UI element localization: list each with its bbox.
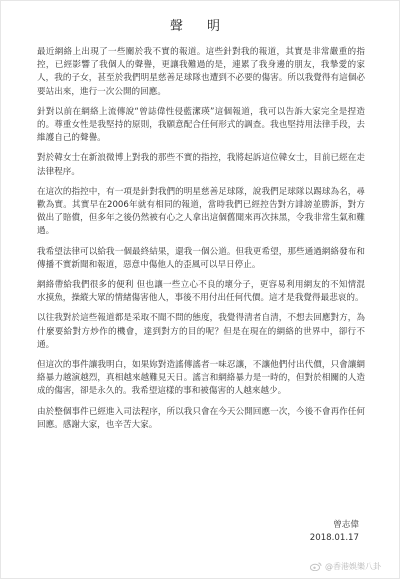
paragraph: 針對以前在網絡上流傳說“曾誌偉性侵藍潔瑛”這個報道，我可以告訴大家完全是捏造的。尊重女性是我堅持的原則，我願意配合任何形式的調查。我也堅持用法律手段，去維護自己的聲譽。: [37, 106, 365, 144]
signature-block: [310, 519, 359, 545]
paragraph: 但這次的事件讓我明白，如果妳對造謠傳謠者一味忍讓，不讓他們付出代價，只會讓網絡暴力越演越烈，真相越來越難見天日。謠言和網絡暴力是一時的，但對於相關的人造成的傷害，卻是永久的。我希望這樣的事和被傷害的人越來越少。: [37, 360, 365, 397]
weibo-icon: [310, 562, 322, 571]
paragraph: 網絡帶給我們很多的便利 但也讓一些立心不良的壞分子，更容易利用網友的不知情混水摸魚，操縱大眾的情緒傷害他人，事後不用付出任何代價。這才是我覺得最悲哀的。: [37, 280, 365, 304]
paragraph: 以往我對於這些報道都是采取不聞不問的態度，我覺得清者自清，不想去回應對方，為什麼要給對方炒作的機會，達到對方的目的呢？但是在現在的網絡的世界中，卻行不通。: [37, 313, 365, 350]
statement-body: [37, 46, 365, 439]
paragraph: 對於韓女士在新浪微博上對我的那些不實的指控，我將起訴這位韓女士，目前已經在走法律程序。: [37, 153, 365, 177]
signature-date: 2018.01.17: [309, 533, 359, 543]
watermark-text: @香港娛樂八卦: [325, 562, 381, 571]
paragraph: 我希望法律可以給我一個最終結果，還我一個公道。但我更希望，那些通過網絡發布和傳播不實新聞和報道，惡意中傷他人的歪風可以早日停止。: [37, 246, 365, 270]
paragraph: 由於整個事件已經進入司法程序，所以我只會在今天公開回應一次，今後不會再作任何回應。感謝大家，也辛苦大家。: [37, 406, 365, 430]
watermark: [310, 561, 381, 572]
paragraph: 在這次的指控中，有一項是針對我們的明星慈善足球隊，說我們足球隊以踢球為名，尋歡為實。其實早在2006年就有相同的報道，當時我們已經控告對方誹謗並勝訴，對方做出了賠償，但多年之後仍然被有心之人拿出這個舊聞來再次抹黑，令我非常生氣和難過。: [37, 186, 365, 237]
document-title: 聲 明: [169, 19, 231, 34]
paragraph: 最近網絡上出現了一些關於我不實的報道。這些針對我的報道，其實是非常嚴重的指控，已經影響了我個人的聲譽，更讓我難過的是，連累了我身邊的朋友，我摯愛的家人，我的子女，甚至於我們明星慈善足球隊也遭到不必要的傷害。所以我覺得有這個必要站出來，進行一次公開的回應。: [37, 47, 365, 97]
signature-name: 曾志偉: [333, 520, 359, 530]
